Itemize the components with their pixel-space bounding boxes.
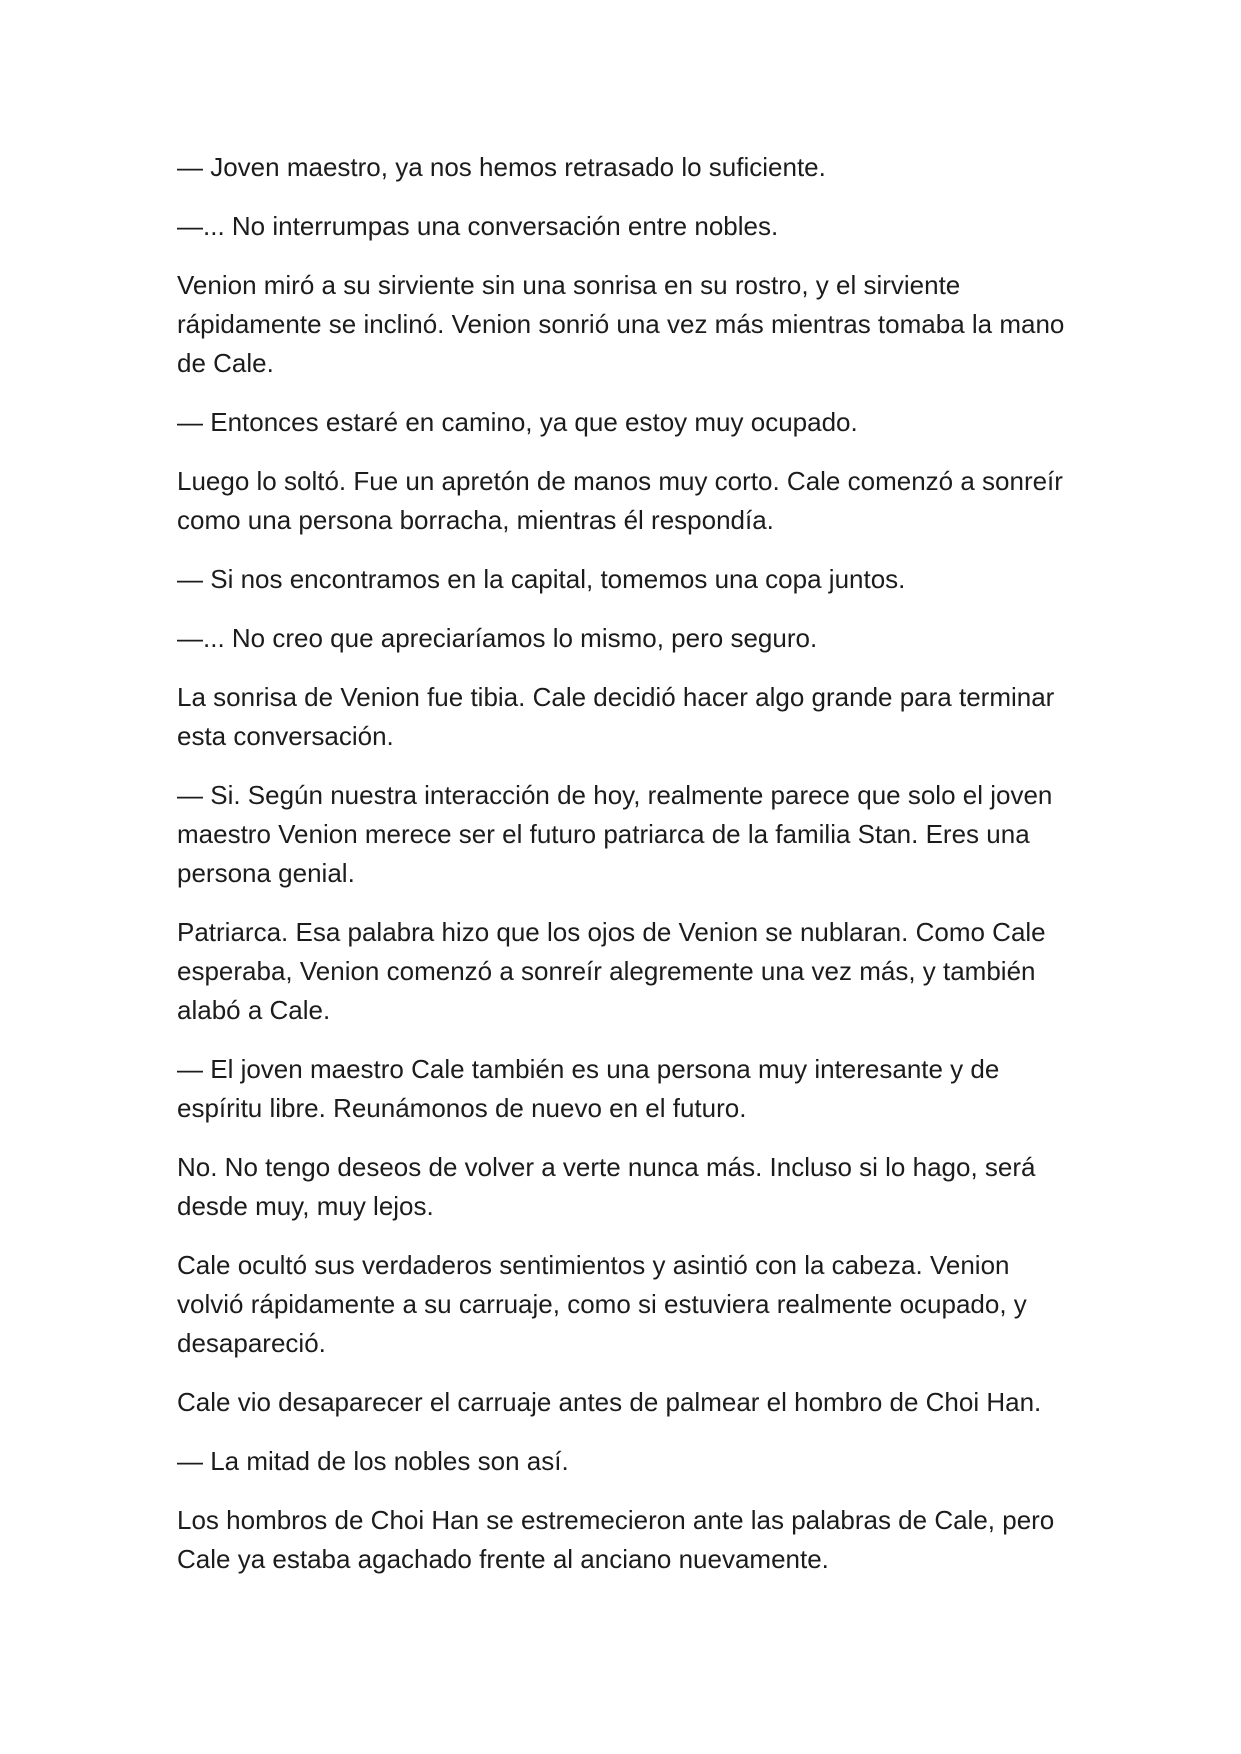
narration-paragraph: La sonrisa de Venion fue tibia. Cale decidió hacer algo grande para terminar esta conversación.	[177, 682, 1055, 751]
dialogue-line: — El joven maestro Cale también es una persona muy interesante y de espíritu libre. Reunámonos de nuevo en el futuro.	[177, 1054, 1000, 1123]
dialogue-line: — Joven maestro, ya nos hemos retrasado lo suficiente.	[177, 152, 826, 182]
dialogue-line: — Entonces estaré en camino, ya que estoy muy ocupado.	[177, 407, 858, 437]
dialogue-line: — La mitad de los nobles son así.	[177, 1446, 569, 1476]
narration-paragraph: Patriarca. Esa palabra hizo que los ojos de Venion se nublaran. Como Cale esperaba, Venion comenzó a sonreír alegremente una vez más, y también alabó a Cale.	[177, 917, 1046, 1025]
narration-paragraph: Cale ocultó sus verdaderos sentimientos y asintió con la cabeza. Venion volvió rápidamente a su carruaje, como si estuviera realmente ocupado, y desapareció.	[177, 1250, 1027, 1358]
dialogue-line: — Si nos encontramos en la capital, tomemos una copa juntos.	[177, 564, 906, 594]
dialogue-line: —... No interrumpas una conversación entre nobles.	[177, 211, 779, 241]
narration-paragraph: Cale vio desaparecer el carruaje antes de palmear el hombro de Choi Han.	[177, 1387, 1042, 1417]
narration-paragraph: Venion miró a su sirviente sin una sonrisa en su rostro, y el sirviente rápidamente se inclinó. Venion sonrió una vez más mientras tomaba la mano de Cale.	[177, 270, 1065, 378]
dialogue-line: — Si. Según nuestra interacción de hoy, realmente parece que solo el joven maestro Venion merece ser el futuro patriarca de la familia Stan. Eres una persona genial.	[177, 780, 1053, 888]
document-body	[177, 148, 1077, 1599]
narration-paragraph: Los hombros de Choi Han se estremecieron ante las palabras de Cale, pero Cale ya estaba agachado frente al anciano nuevamente.	[177, 1505, 1055, 1574]
dialogue-line: —... No creo que apreciaríamos lo mismo, pero seguro.	[177, 623, 818, 653]
narration-paragraph: No. No tengo deseos de volver a verte nunca más. Incluso si lo hago, será desde muy, muy lejos.	[177, 1152, 1036, 1221]
narration-paragraph: Luego lo soltó. Fue un apretón de manos muy corto. Cale comenzó a sonreír como una persona borracha, mientras él respondía.	[177, 466, 1063, 535]
